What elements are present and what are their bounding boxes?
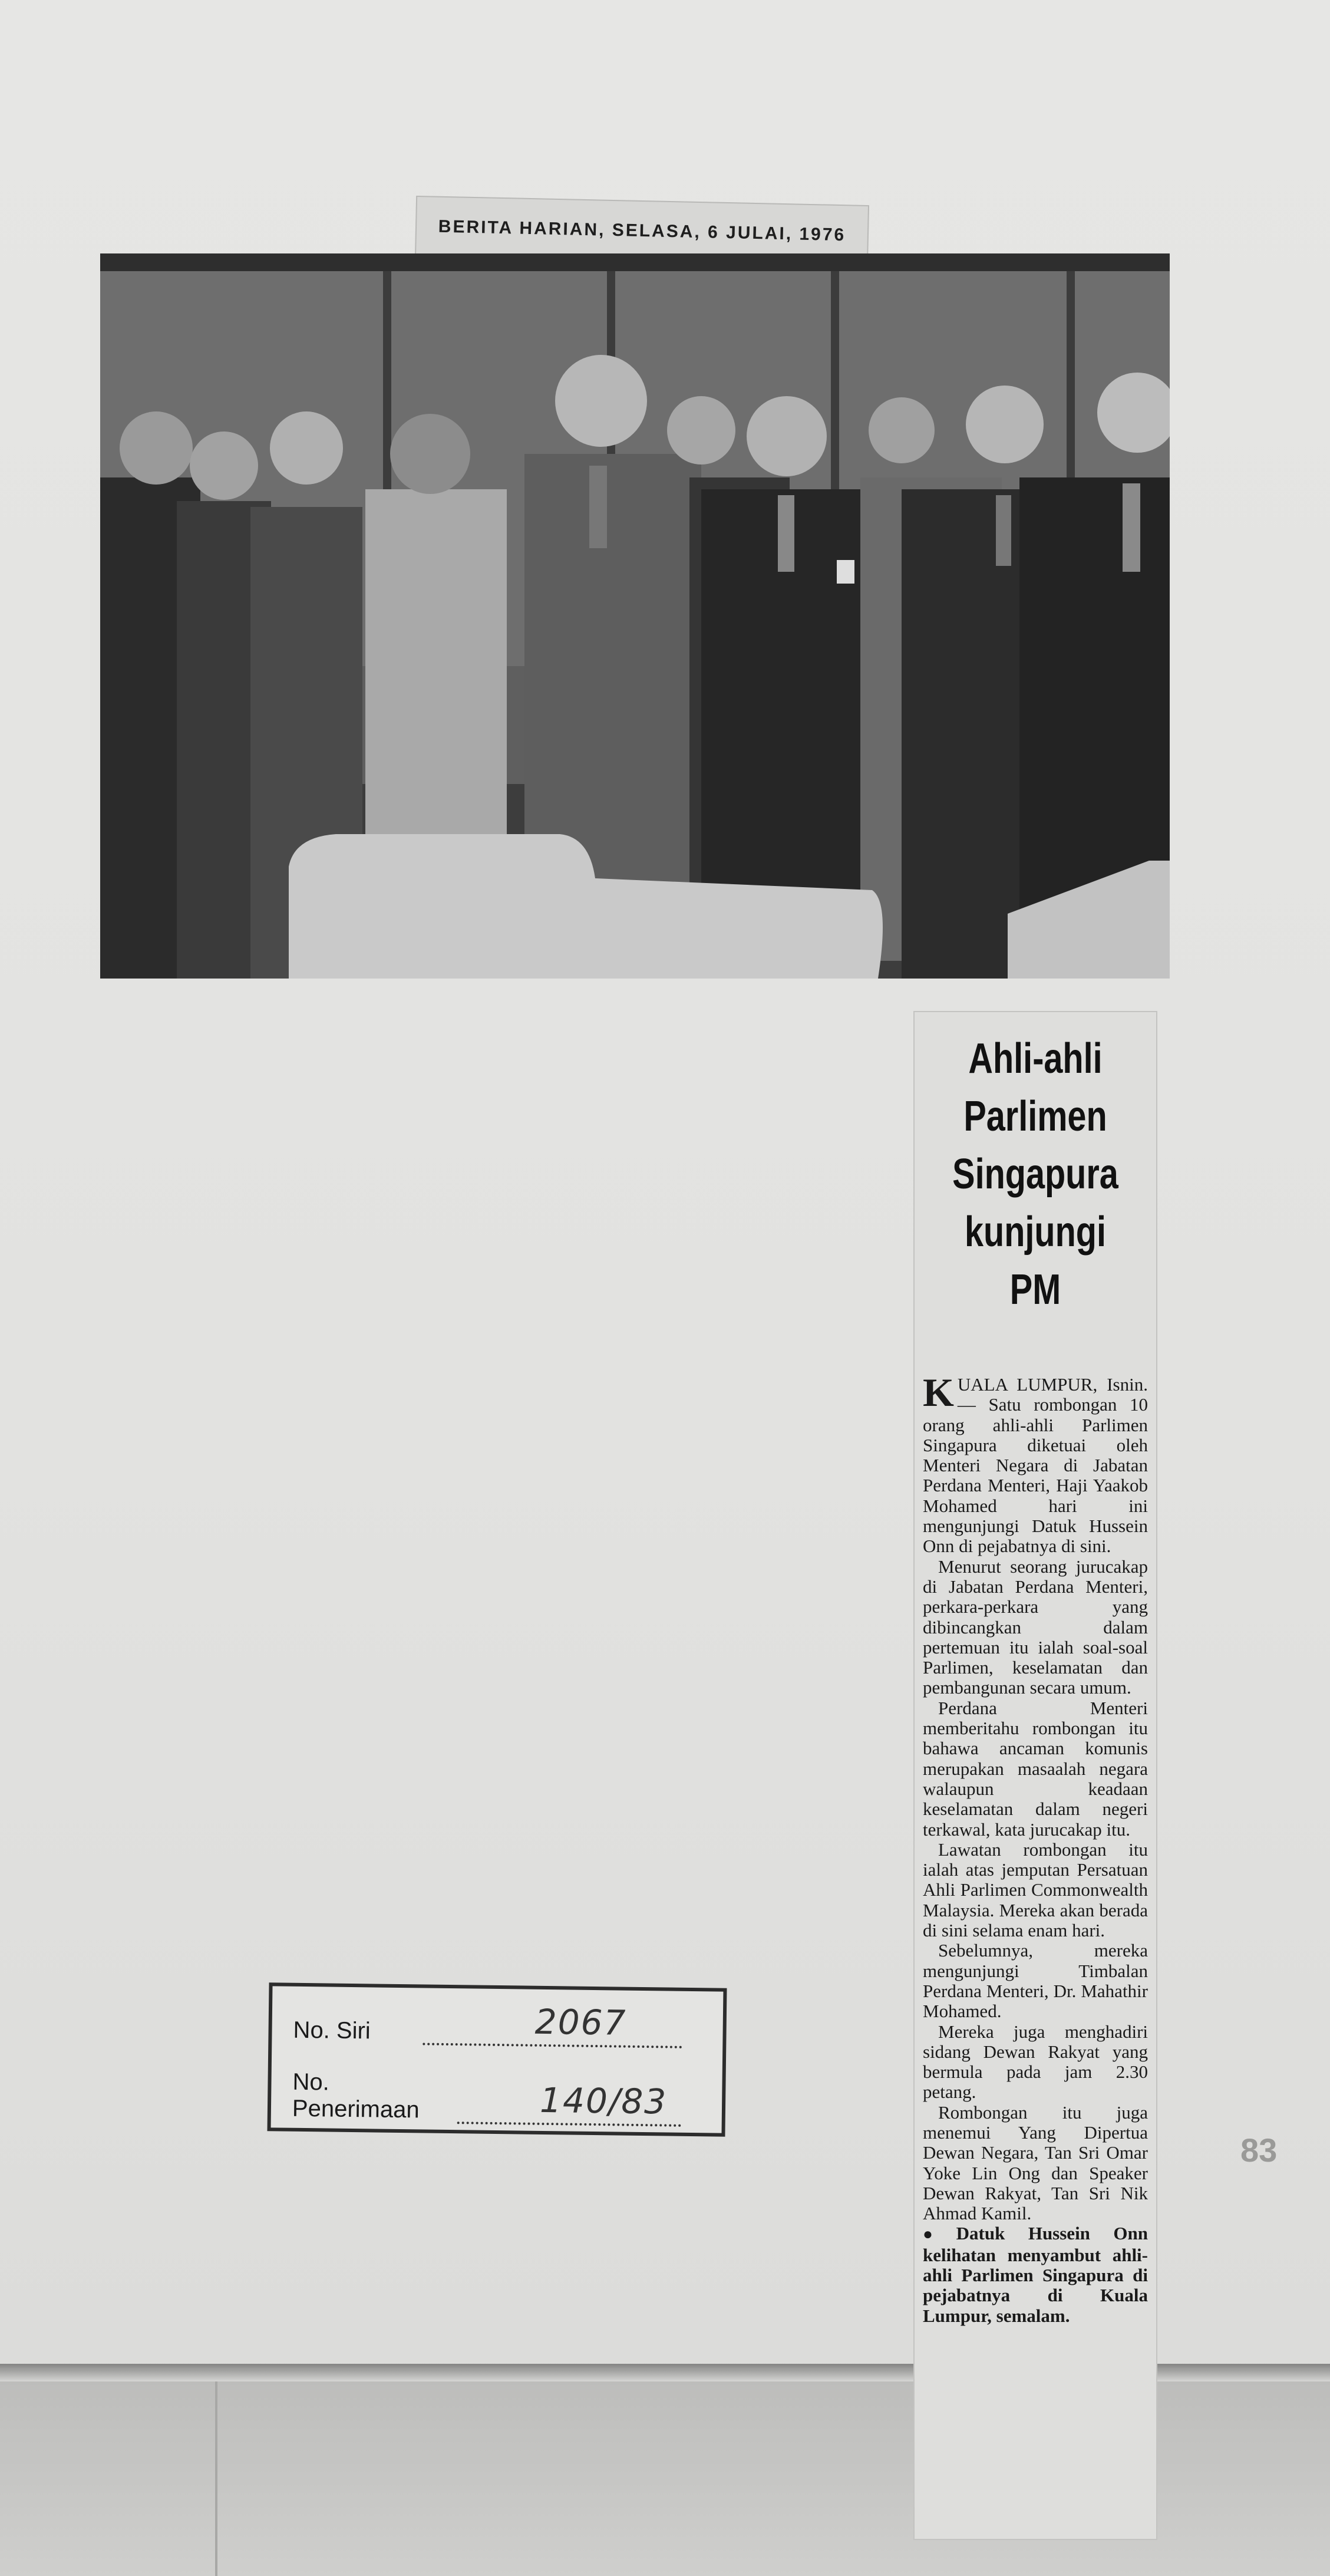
- stamp-penerimaan-row: [292, 2069, 682, 2127]
- stamp-penerimaan-field: [457, 2080, 682, 2127]
- margin-mark: 83: [1240, 2132, 1278, 2169]
- caption-text: Datuk Hussein Onn kelihatan menyambut ahli-ahli Parlimen Singapura di pejabatnya di Kuala Lumpur, semalam.: [923, 2223, 1148, 2326]
- photo-caption: [923, 2223, 1148, 2325]
- photograph-image: [100, 253, 1170, 979]
- archive-stamp: [267, 1982, 727, 2136]
- article-headline: [939, 1030, 1132, 1319]
- article-paragraph: Sebelumnya, mereka mengunjungi Timbalan Perdana Menteri, Dr. Mahathir Mohamed.: [923, 1940, 1148, 2022]
- stamp-penerimaan-label: No. Penerimaan: [292, 2068, 420, 2123]
- headline-line: Parlimen: [963, 1093, 1107, 1140]
- headline-line: PM: [1009, 1266, 1061, 1313]
- drop-cap: K: [923, 1370, 954, 1415]
- article-paragraph: Lawatan rombongan itu ialah atas jemputan Persatuan Ahli Parlimen Commonwealth Malaysia. Mereka akan berada di sini selama enam hari.: [923, 1839, 1148, 1941]
- stamp-siri-value: 2067: [534, 2001, 627, 2043]
- headline-line: kunjungi: [965, 1208, 1106, 1256]
- stamp-siri-label: No. Siri: [293, 2017, 371, 2044]
- surface-divider: [215, 2381, 217, 2576]
- news-photograph: [100, 253, 1170, 979]
- stamp-siri-field: [423, 2001, 682, 2048]
- stamp-penerimaan-value: 140/83: [539, 2080, 668, 2122]
- dateline-text: BERITA HARIAN, SELASA, 6 JULAI, 1976: [438, 216, 846, 245]
- article-body: [923, 1370, 1148, 2326]
- headline-line: Singapura: [952, 1151, 1118, 1198]
- first-paragraph-text: UALA LUMPUR, Isnin. — Satu rombongan 10 orang ahli-ahli Parlimen Singapura diketuai oleh Menteri Negara di Jabatan Perdana Menteri, Haji Yaakob Mohamed hari ini mengunjungi Datuk Hussein Onn di pejabatnya di sini.: [923, 1374, 1148, 1557]
- article-paragraph: [923, 1370, 1148, 1557]
- stamp-siri-row: [293, 2001, 682, 2048]
- article-paragraph: Menurut seorang jurucakap di Jabatan Perdana Menteri, perkara-perkara yang dibincangkan dalam pertemuan itu ialah soal-soal Parlimen, keselamatan dan pembangunan secara umum.: [923, 1556, 1148, 1698]
- article-paragraph: Perdana Menteri memberitahu rombongan itu bahawa ancaman komunis merupakan masaalah negara walaupun keadaan keselamatan dalam negeri terkawal, kata jurucakap itu.: [923, 1697, 1148, 1840]
- article-paragraph: Mereka juga menghadiri sidang Dewan Rakyat yang bermula pada jam 2.30 petang.: [923, 2021, 1148, 2103]
- article-column: [913, 1011, 1157, 2540]
- bullet-icon: ●: [923, 2225, 952, 2244]
- article-paragraph: Rombongan itu juga menemui Yang Dipertua Dewan Negara, Tan Sri Omar Yoke Lin Ong dan Speaker Dewan Rakyat, Tan Sri Nik Ahmad Kamil.: [923, 2101, 1148, 2224]
- headline-line: Ahli-ahli: [968, 1035, 1103, 1082]
